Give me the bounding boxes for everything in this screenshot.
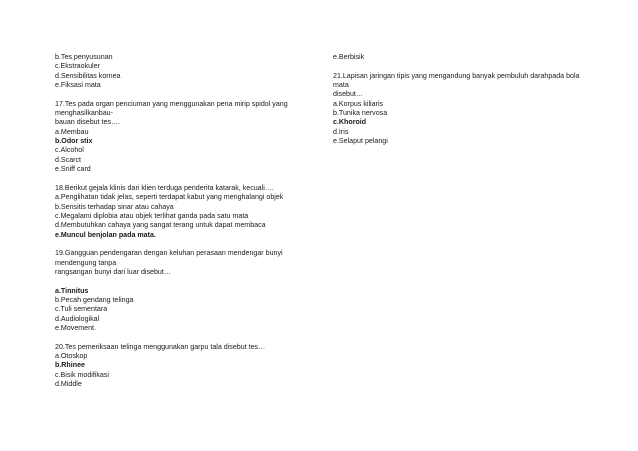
text-line: c.Ekstraokuler <box>55 62 100 71</box>
text-line: d.Iris <box>333 127 349 136</box>
text-line: c.Tuli sementara <box>55 305 108 314</box>
right-column <box>333 53 623 146</box>
text-line: d.Middle <box>55 380 82 389</box>
text-line: a.Otoskop <box>55 352 88 360</box>
text-line: 18.Berikut gejala klinis dari klien terduga penderita katarak, kecuali…. <box>55 183 274 192</box>
text-line: c.Megalami diplobia atau objek terlihat ganda pada satu mata <box>55 211 249 220</box>
text-line: d.Audiologikal <box>55 314 100 323</box>
text-line: 21.Lapisan jaringan tipis yang mengandung banyak pembuluh darahpada bola <box>333 71 580 80</box>
text-line: c.Bisik modifikasi <box>55 370 110 379</box>
text-line: b.Pecah gendang telinga <box>55 295 134 304</box>
text-line: menghasilkanbau- <box>55 109 113 118</box>
text-line: 20.Tes pemeriksaan telinga menggunakan garpu tala disebut tes… <box>55 342 266 351</box>
text-line: e.Sniff card <box>55 165 91 174</box>
text-line: d.Membutuhkan cahaya yang sangat terang untuk dapat membaca <box>55 221 266 230</box>
text-line: mata <box>333 81 349 90</box>
left-column <box>55 53 325 389</box>
blank-line <box>55 277 325 286</box>
text-line: disebut… <box>333 90 363 99</box>
text-line: bauan disebut tes…. <box>55 118 121 127</box>
blank-line <box>55 90 325 99</box>
text-line: b.Sensitis terhadap sinar atau cahaya <box>55 202 174 211</box>
text-line: e.Selaput pelangi <box>333 137 388 146</box>
text-line: rangsangan bunyi dari luar disebut… <box>55 267 171 276</box>
text-line: e.Fiksasi mata <box>55 81 101 90</box>
answer-line: b.Odor stix <box>55 137 93 146</box>
answer-line: b.Rhinee <box>55 361 85 370</box>
text-line: a.Penglihatan tidak jelas, seperti terdapat kabut yang menghalangi objek <box>55 193 284 202</box>
blank-line <box>55 333 325 342</box>
text-line: e.Movement. <box>55 323 97 332</box>
blank-line <box>55 174 325 183</box>
text-line: 17.Tes pada organ penciuman yang menggunakan pena mirip spidol yang <box>55 99 288 108</box>
text-line: mendengung tanpa <box>55 258 117 267</box>
text-line: a.Korpus kiliaris <box>333 99 384 108</box>
text-line: a.Membau <box>55 127 89 136</box>
blank-line <box>55 240 325 249</box>
text-line: e.Berbisik <box>333 53 365 61</box>
text-line: b.Tes penyusunan <box>55 53 113 61</box>
blank-line <box>333 62 623 71</box>
text-line: d.Sensibilitas kornea <box>55 71 121 80</box>
text-line: b.Tunika nervosa <box>333 109 388 118</box>
answer-line: a.Tinnitus <box>55 286 89 295</box>
text-line: c.Alcohol <box>55 146 84 155</box>
text-line: 19.Gangguan pendengaran dengan keluhan perasaan mendengar bunyi <box>55 249 283 258</box>
answer-line: c.Khoroid <box>333 118 367 127</box>
text-line: d.Scarct <box>55 155 82 164</box>
answer-line: e.Muncul benjolan pada mata. <box>55 230 156 239</box>
